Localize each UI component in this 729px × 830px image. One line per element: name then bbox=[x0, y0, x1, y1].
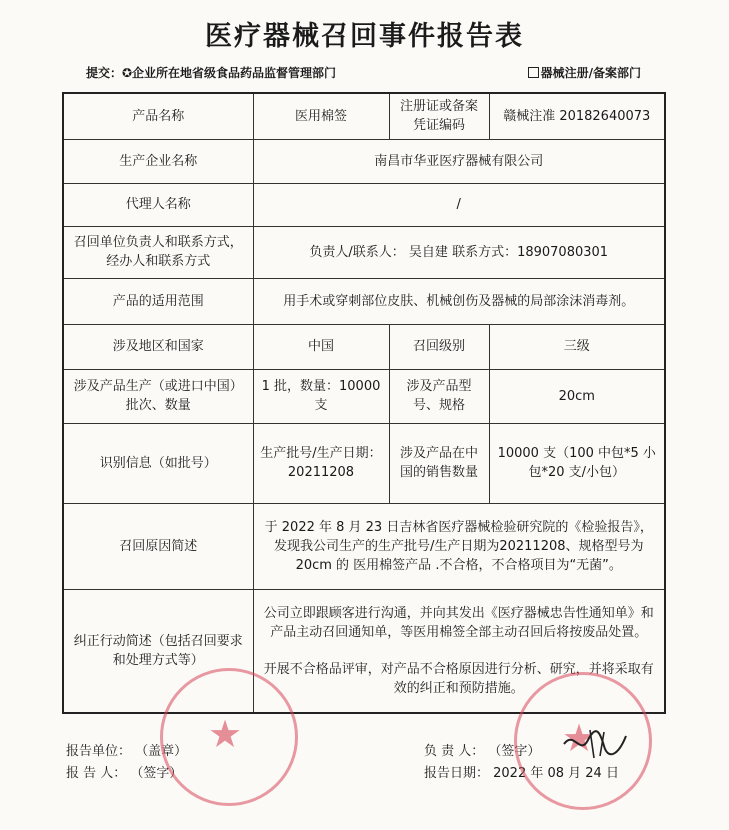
table-row bbox=[63, 369, 665, 423]
checkbox-icon bbox=[528, 67, 539, 78]
identify-label: 识别信息（如批号） bbox=[63, 423, 253, 503]
reg-cert-label: 注册证或备案凭证编码 bbox=[389, 93, 489, 139]
table-row bbox=[63, 93, 665, 139]
reason-label: 召回原因简述 bbox=[63, 503, 253, 589]
action-label: 纠正行动简述（包括召回要求和处理方式等） bbox=[63, 589, 253, 713]
agent-value: / bbox=[253, 183, 665, 226]
batch-value: 1 批，数量：10000 支 bbox=[253, 369, 389, 423]
signature-icon bbox=[560, 726, 630, 762]
reason-value: 于 2022 年 8 月 23 日吉林省医疗器械检验研究院的《检验报告》，发现我公司生产的生产批号/生产日期为20211208、规格型号为 20cm 的 医用棉签产品 .不合格，不合格项目为“无菌”。 bbox=[253, 503, 665, 589]
table-row bbox=[63, 589, 665, 713]
batch-label: 涉及产品生产（或进口中国）批次、数量 bbox=[63, 369, 253, 423]
scope-value: 用手术或穿刺部位皮肤、机械创伤及器械的局部涂沫消毒剂。 bbox=[253, 278, 665, 324]
report-unit: 报告单位： （盖章） bbox=[66, 744, 188, 759]
product-name-label: 产品名称 bbox=[63, 93, 253, 139]
sales-value: 10000 支（100 中包*5 小包*20 支/小包） bbox=[489, 423, 665, 503]
action-value-part1: 公司立即跟顾客进行沟通，并向其发出《医疗器械忠告性通知单》和产品主动召回通知单，等医用棉签全部主动召回后将按废品处置。 bbox=[263, 605, 654, 640]
table-row bbox=[63, 139, 665, 183]
contact-value: 负责人/联系人： 吴自建 联系方式：18907080301 bbox=[253, 226, 665, 278]
reg-cert-value: 赣械注准 20182640073 bbox=[489, 93, 665, 139]
table-row bbox=[63, 503, 665, 589]
action-value bbox=[253, 589, 665, 713]
table-row bbox=[63, 423, 665, 503]
scope-label: 产品的适用范围 bbox=[63, 278, 253, 324]
submit-to-registration bbox=[528, 64, 641, 81]
identify-value: 生产批号/生产日期：20211208 bbox=[253, 423, 389, 503]
form-title: 医疗器械召回事件报告表 bbox=[205, 21, 524, 52]
region-label: 涉及地区和国家 bbox=[63, 324, 253, 369]
recall-report-table bbox=[62, 92, 666, 714]
table-row bbox=[63, 324, 665, 369]
recall-level-label: 召回级别 bbox=[389, 324, 489, 369]
sales-label: 涉及产品在中国的销售数量 bbox=[389, 423, 489, 503]
submit-to-registration-label: 器械注册/备案部门 bbox=[540, 66, 641, 80]
submit-to-provincial: 提交：✪企业所在地省级食品药品监督管理部门 bbox=[86, 66, 337, 80]
region-value: 中国 bbox=[253, 324, 389, 369]
manufacturer-label: 生产企业名称 bbox=[63, 139, 253, 183]
report-date: 报告日期： 2022 年 08 月 24 日 bbox=[424, 766, 619, 781]
responsible-person: 负 责 人： （签字） bbox=[424, 744, 541, 759]
product-name-value: 医用棉签 bbox=[253, 93, 389, 139]
manufacturer-value: 南昌市华亚医疗器械有限公司 bbox=[253, 139, 665, 183]
agent-label: 代理人名称 bbox=[63, 183, 253, 226]
table-row bbox=[63, 183, 665, 226]
model-value: 20cm bbox=[489, 369, 665, 423]
reporter: 报 告 人： （签字） bbox=[66, 766, 183, 781]
table-row bbox=[63, 226, 665, 278]
table-row bbox=[63, 278, 665, 324]
seal-star-icon: ★ bbox=[208, 712, 243, 756]
contact-label: 召回单位负责人和联系方式，经办人和联系方式 bbox=[63, 226, 253, 278]
recall-level-value: 三级 bbox=[489, 324, 665, 369]
action-value-part2: 开展不合格品评审，对产品不合格原因进行分析、研究，并将采取有效的纠正和预防措施。 bbox=[263, 661, 654, 696]
seal-star-icon: ★ bbox=[562, 716, 597, 760]
model-label: 涉及产品型号、规格 bbox=[389, 369, 489, 423]
